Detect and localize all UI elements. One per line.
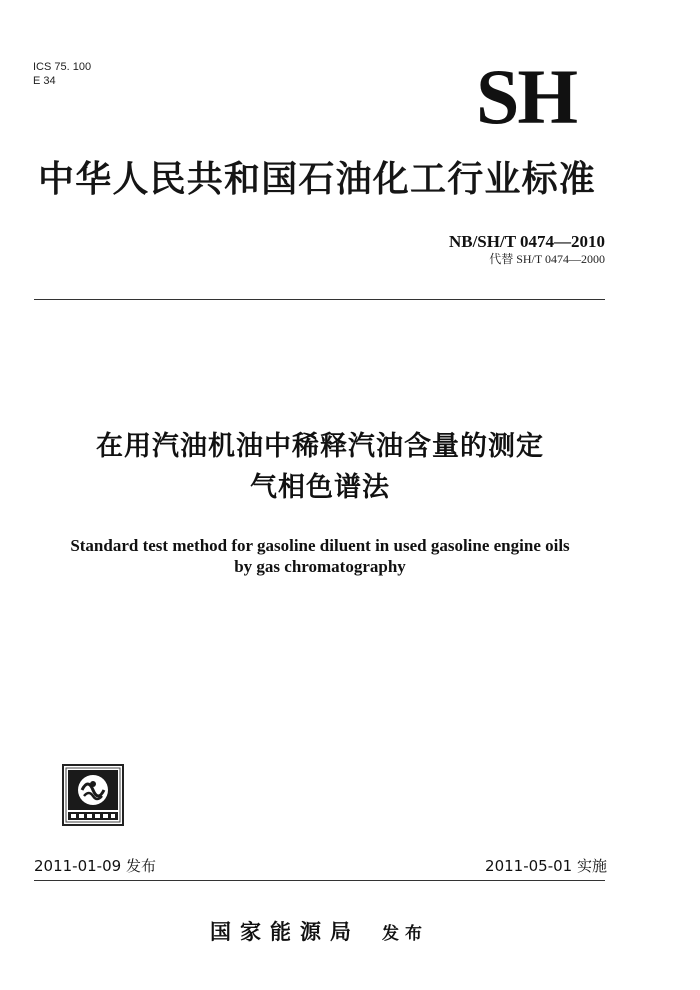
title-zh-line1: 在用汽油机油中稀释汽油含量的测定: [96, 431, 544, 462]
issue-date: 2011-01-09 发布: [34, 857, 156, 875]
title-en-line1: Standard test method for gasoline diluent in used gasoline engine oils: [70, 536, 570, 555]
title-zh-line2: 气相色谱法: [250, 472, 390, 503]
bottom-divider: [34, 880, 605, 881]
top-divider: [34, 299, 605, 300]
implementation-date: 2011-05-01 实施: [485, 857, 607, 875]
publisher: [210, 918, 428, 948]
sh-logo: SH: [475, 53, 576, 140]
title-en-line2: by gas chromatography: [234, 557, 406, 576]
publisher-verb: 发布: [382, 924, 428, 944]
standard-type-title: 中华人民共和国石油化工行业标准: [38, 159, 597, 200]
standard-codes: [449, 232, 605, 267]
ccs-code: E 34: [33, 75, 56, 87]
publisher-seal-icon: [62, 764, 124, 826]
ics-code: ICS 75. 100: [33, 61, 92, 73]
classification-codes: [33, 60, 91, 88]
replaces-code: 代替 SH/T 0474—2000: [489, 252, 605, 266]
standard-code: NB/SH/T 0474—2010: [448, 232, 605, 251]
publisher-org: 国家能源局: [210, 920, 360, 944]
